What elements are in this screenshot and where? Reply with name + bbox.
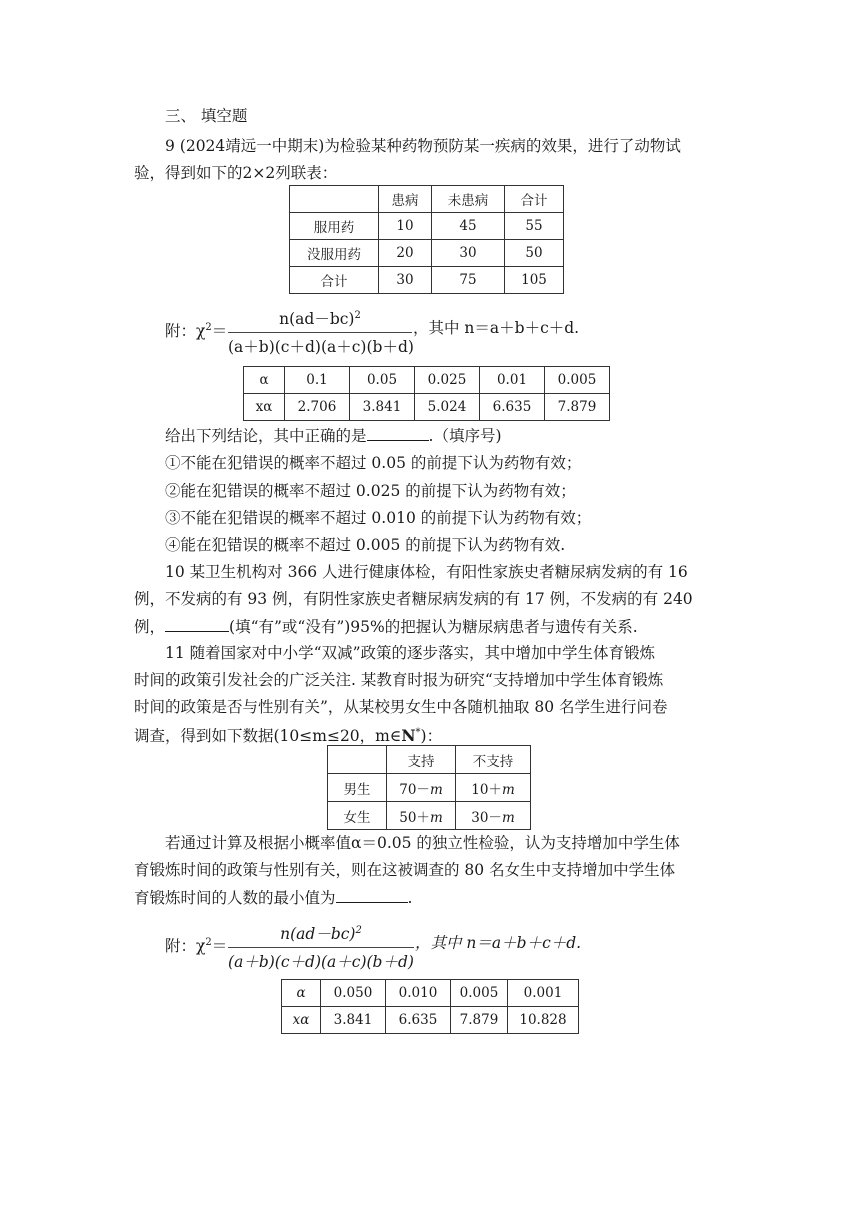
numerator-text: n(ad－bc) <box>280 925 356 943</box>
q9-line2: 验，得到如下的2×2列联表： <box>134 164 338 182</box>
table-cell: 0.005 <box>451 980 508 1007</box>
cell-text: 10＋ <box>471 781 502 798</box>
q11-line4-end: )： <box>420 727 443 746</box>
table-row <box>282 980 579 1007</box>
cell-variable: m <box>429 809 443 826</box>
q9-formula-fraction <box>228 307 412 357</box>
star-superscript: * <box>415 727 421 738</box>
table-cell: 支持 <box>387 746 456 774</box>
table-cell <box>290 186 379 213</box>
table-cell: 55 <box>505 213 564 240</box>
answer-blank[interactable] <box>336 887 408 903</box>
table-cell: 5.024 <box>415 394 480 421</box>
q11-line2: 时间的政策引发社会的广泛关注. 某教育时报为研究“支持增加中学生体育锻炼 <box>134 671 664 689</box>
answer-blank[interactable] <box>367 425 429 441</box>
q11-para1: 若通过计算及根据小概率值α＝0.05 的独立性检验，认为支持增加中学生体 <box>165 834 680 852</box>
table-cell: 患病 <box>379 186 432 213</box>
table-row <box>244 367 610 394</box>
q9-option-4: ④能在犯错误的概率不超过 0.005 的前提下认为药物有效. <box>165 536 566 554</box>
table-cell: xα <box>244 394 285 421</box>
table-cell: 10.828 <box>508 1007 579 1034</box>
q11-line4-start: 调查，得到如下数据(10≤m≤20，m∈ <box>134 727 402 746</box>
table-cell <box>387 802 456 830</box>
fraction-bar <box>228 947 414 948</box>
table-cell: 0.010 <box>386 980 451 1007</box>
table-cell: 45 <box>432 213 505 240</box>
table-cell: 女生 <box>328 802 387 830</box>
table-cell: 7.879 <box>451 1007 508 1034</box>
table-cell: 30 <box>379 267 432 294</box>
table-cell: 男生 <box>328 774 387 802</box>
q11-para3-text: 育锻炼时间的人数的最小值为 <box>134 889 336 907</box>
prompt-suffix: .（填序号) <box>428 427 502 445</box>
q10-line3-end: (填“有”或“没有”)95%的把握认为糖尿病患者与遗传有关系. <box>229 618 638 636</box>
formula-numerator <box>228 307 412 329</box>
q9-option-3: ③不能在犯错误的概率不超过 0.010 的前提下认为药物有效； <box>165 509 592 527</box>
table-cell: 没服用药 <box>290 240 379 267</box>
formula-superscript: 2 <box>205 322 212 333</box>
cell-variable: m <box>501 781 515 798</box>
natural-numbers-symbol: N <box>401 726 416 746</box>
formula-denominator: (a＋b)(c＋d)(a＋c)(b＋d) <box>228 953 414 971</box>
table-cell: 不支持 <box>456 746 531 774</box>
table-cell: 10 <box>379 213 432 240</box>
table-row <box>290 213 564 240</box>
q11-formula-prefix <box>165 933 227 956</box>
table-row <box>282 1007 579 1034</box>
table-cell: 0.1 <box>285 367 350 394</box>
cell-text: 30－ <box>471 809 502 826</box>
table-cell: 75 <box>432 267 505 294</box>
table-row <box>328 774 531 802</box>
formula-prefix: 附：χ <box>165 322 206 341</box>
q9-formula-prefix <box>165 318 227 341</box>
q9-line1: 9 (2024靖远一中期末)为检验某种药物预防某一疾病的效果，进行了动物试 <box>165 137 681 155</box>
q11-line1: 11 随着国家对中小学“双减”政策的逐步落实，其中增加中学生体育锻炼 <box>165 644 656 662</box>
q11-survey-table <box>327 745 531 830</box>
cell-text: 70－ <box>399 781 430 798</box>
q9-prompt <box>165 425 502 446</box>
table-cell: 0.01 <box>480 367 545 394</box>
q10-line3-start: 例， <box>134 618 166 636</box>
q9-contingency-table <box>289 185 564 294</box>
formula-numerator <box>228 922 414 944</box>
q11-line3: 时间的政策是否与性别有关”，从某校男女生中各随机抽取 80 名学生进行问卷 <box>134 698 668 716</box>
formula-prefix: 附：χ <box>165 937 206 956</box>
q11-critical-value-table <box>281 979 579 1034</box>
q11-formula-fraction <box>228 922 414 972</box>
q11-para3 <box>134 887 412 908</box>
formula-equals: ＝ <box>211 937 228 956</box>
answer-blank[interactable] <box>165 616 229 632</box>
table-cell: 50 <box>505 240 564 267</box>
table-cell: 7.879 <box>545 394 610 421</box>
table-cell: 0.025 <box>415 367 480 394</box>
table-cell: 6.635 <box>386 1007 451 1034</box>
q10-line1: 10 某卫生机构对 366 人进行健康体检，有阳性家族史者糖尿病发病的有 16 <box>165 563 688 581</box>
fraction-bar <box>228 332 412 333</box>
numerator-superscript: 2 <box>354 309 361 321</box>
table-cell: 合计 <box>290 267 379 294</box>
q9-option-1: ①不能在犯错误的概率不超过 0.05 的前提下认为药物有效； <box>165 454 582 472</box>
table-cell <box>387 774 456 802</box>
table-cell: 3.841 <box>350 394 415 421</box>
table-row <box>244 394 610 421</box>
table-header-row <box>328 746 531 774</box>
table-cell: 3.841 <box>321 1007 386 1034</box>
table-cell: xα <box>282 1007 321 1034</box>
q9-formula-suffix: ，其中 n＝a＋b＋c＋d. <box>413 319 580 337</box>
table-cell <box>456 774 531 802</box>
table-cell: 合计 <box>505 186 564 213</box>
table-cell: α <box>244 367 285 394</box>
cell-text: 50＋ <box>399 809 430 826</box>
q10-line2: 例，不发病的有 93 例，有阴性家族史者糖尿病发病的有 17 例，不发病的有 240 <box>134 590 693 608</box>
table-row <box>290 240 564 267</box>
q9-critical-value-table <box>243 366 610 421</box>
table-cell: 0.001 <box>508 980 579 1007</box>
cell-variable: m <box>429 781 443 798</box>
table-cell: 服用药 <box>290 213 379 240</box>
numerator-text: n(ad－bc) <box>279 310 355 328</box>
table-cell: 未患病 <box>432 186 505 213</box>
q10-line3 <box>134 616 638 637</box>
section-title: 三、 填空题 <box>165 107 248 125</box>
cell-variable: m <box>501 809 515 826</box>
table-cell: 0.005 <box>545 367 610 394</box>
table-cell <box>328 746 387 774</box>
numerator-superscript: 2 <box>355 924 362 936</box>
table-cell: 2.706 <box>285 394 350 421</box>
formula-denominator: (a＋b)(c＋d)(a＋c)(b＋d) <box>228 338 414 356</box>
table-cell: 6.635 <box>480 394 545 421</box>
formula-equals: ＝ <box>211 322 228 341</box>
table-cell: 0.050 <box>321 980 386 1007</box>
table-cell: 105 <box>505 267 564 294</box>
table-cell: α <box>282 980 321 1007</box>
q9-option-2: ②能在犯错误的概率不超过 0.025 的前提下认为药物有效； <box>165 482 576 500</box>
q11-para2: 育锻炼时间的政策与性别有关，则在这被调查的 80 名女生中支持增加中学生体 <box>134 861 676 879</box>
q11-para3-end: . <box>407 889 413 907</box>
q11-line4 <box>134 723 442 746</box>
prompt-text: 给出下列结论，其中正确的是 <box>165 427 367 445</box>
formula-superscript: 2 <box>205 937 212 948</box>
table-cell: 0.05 <box>350 367 415 394</box>
table-cell: 20 <box>379 240 432 267</box>
table-row <box>328 802 531 830</box>
table-row <box>290 267 564 294</box>
q11-formula-suffix: ，其中 n＝a＋b＋c＋d. <box>415 934 582 952</box>
table-header-row <box>290 186 564 213</box>
table-cell <box>456 802 531 830</box>
table-cell: 30 <box>432 240 505 267</box>
